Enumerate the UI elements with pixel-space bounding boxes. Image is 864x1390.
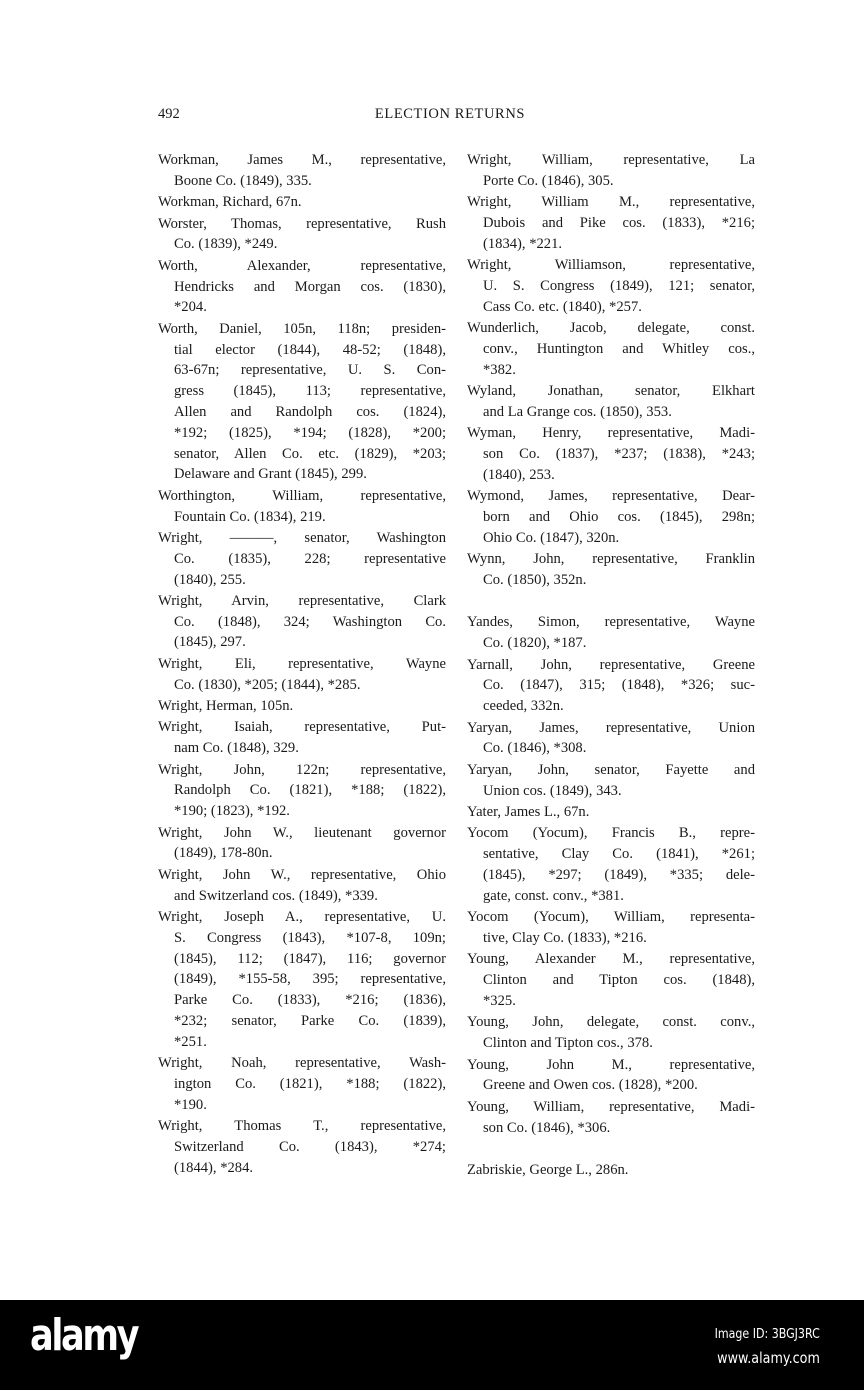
index-entry-line: senator, Allen Co. etc. (1829), *203;: [174, 445, 446, 462]
index-entry-line: (1845), 297.: [174, 634, 246, 651]
index-entry-line: Workman, Richard, 67n.: [158, 194, 302, 211]
index-entry: [467, 1097, 755, 1139]
index-entry-line: gress (1845), 113; representative,: [174, 383, 446, 400]
index-entry: [158, 907, 446, 1053]
index-entry: [158, 1053, 446, 1115]
index-entry: [467, 718, 755, 760]
index-entry: [158, 214, 446, 256]
index-entry-line: Young, John, delegate, const. conv.,: [467, 1014, 755, 1031]
index-entry-line: Yarnall, John, representative, Greene: [467, 656, 755, 673]
index-entry-line: Yocom (Yocum), Francis B., repre-: [467, 825, 755, 842]
index-entry-line: nam Co. (1848), 329.: [174, 740, 299, 757]
index-entry-line: Co. (1830), *205; (1844), *285.: [174, 676, 361, 693]
index-entry: [158, 865, 446, 907]
index-entry-line: Hendricks and Morgan cos. (1830),: [174, 278, 446, 295]
index-entry-line: Wright, John, 122n; representative,: [158, 761, 446, 778]
index-entry-line: Randolph Co. (1821), *188; (1822),: [174, 782, 446, 799]
index-entry-line: Yandes, Simon, representative, Wayne: [467, 614, 755, 631]
index-entry-line: (1849), *155-58, 395; representative,: [174, 971, 446, 988]
index-entry: [467, 255, 755, 317]
image-id-label: Image ID: 3BGJ3RC: [714, 1327, 820, 1342]
index-entry: [158, 717, 446, 759]
index-entry-line: Allen and Randolph cos. (1824),: [174, 403, 446, 420]
index-entry-line: Wunderlich, Jacob, delegate, const.: [467, 320, 755, 337]
index-entry-line: Wright, John W., lieutenant governor: [158, 824, 446, 841]
index-entry-line: Wyman, Henry, representative, Madi-: [467, 425, 755, 442]
index-entry: [158, 150, 446, 192]
index-entry-line: tive, Clay Co. (1833), *216.: [483, 930, 647, 946]
index-entry-line: ington Co. (1821), *188; (1822),: [174, 1075, 446, 1092]
index-entry-line: Young, John M., representative,: [467, 1056, 755, 1073]
index-entry: [158, 319, 446, 485]
index-entry-line: Co. (1847), 315; (1848), *326; suc-: [483, 677, 755, 694]
index-entry-line: S. Congress (1843), *107-8, 109n;: [174, 929, 446, 946]
index-entry-line: (1845), *297; (1849), *335; dele-: [483, 867, 755, 884]
index-entry-line: Union cos. (1849), 343.: [483, 782, 622, 799]
index-entry-line: Co. (1848), 324; Washington Co.: [174, 613, 446, 630]
index-entry-line: Worth, Alexander, representative,: [158, 257, 446, 274]
index-entry-line: Clinton and Tipton cos., 378.: [483, 1035, 653, 1052]
index-entry-line: born and Ohio cos. (1845), 298n;: [483, 509, 755, 526]
watermark-footer: [0, 1300, 864, 1390]
index-entry-line: Zabriskie, George L., 286n.: [467, 1161, 629, 1178]
index-entry-line: Wright, Isaiah, representative, Put-: [158, 719, 446, 736]
index-entry-line: Wyland, Jonathan, senator, Elkhart: [467, 383, 755, 400]
index-entry-line: Delaware and Grant (1845), 299.: [174, 466, 367, 483]
index-column-right: [467, 150, 755, 1181]
index-entry: [467, 486, 755, 548]
index-entry-line: Ohio Co. (1847), 320n.: [483, 529, 620, 546]
index-entry-line: Workman, James M., representative,: [158, 152, 446, 168]
index-group-w: [467, 150, 755, 591]
index-entry: [467, 318, 755, 380]
index-entry: [158, 760, 446, 822]
index-entry-line: Co. (1839), *249.: [174, 236, 278, 253]
index-entry-line: Wright, Joseph A., representative, U.: [158, 909, 446, 925]
index-entry-line: gate, const. conv., *381.: [483, 887, 624, 904]
index-entry: [158, 591, 446, 653]
index-entry-line: Dubois and Pike cos. (1833), *216;: [483, 214, 755, 231]
index-entry-line: Porte Co. (1846), 305.: [483, 172, 614, 189]
index-entry-line: *192; (1825), *194; (1828), *200;: [174, 424, 446, 441]
index-entry-line: Wright, Herman, 105n.: [158, 698, 294, 715]
index-column-left: [158, 150, 446, 1179]
index-entry-line: Co. (1846), *308.: [483, 740, 587, 757]
index-entry-line: Yater, James L., 67n.: [467, 804, 590, 821]
alamy-logo: alamy: [30, 1310, 138, 1361]
index-entry-line: *190.: [174, 1096, 207, 1113]
index-entry: [158, 256, 446, 318]
index-entry-line: Worth, Daniel, 105n, 118n; presiden-: [158, 320, 446, 337]
index-entry: [158, 486, 446, 528]
index-entry: [158, 654, 446, 696]
index-entry-line: Young, William, representative, Madi-: [467, 1098, 755, 1115]
index-entry: [467, 612, 755, 654]
index-entry-line: Yaryan, James, representative, Union: [467, 719, 755, 736]
index-entry-line: *251.: [174, 1033, 207, 1050]
index-entry-line: Wright, William M., representative,: [467, 194, 755, 211]
index-entry-line: Greene and Owen cos. (1828), *200.: [483, 1077, 698, 1094]
index-entry-line: Young, Alexander M., representative,: [467, 951, 755, 968]
index-entry-line: ceeded, 332n.: [483, 698, 564, 715]
index-entry-line: Wright, William, representative, La: [467, 152, 755, 168]
index-entry-line: (1840), 253.: [483, 466, 555, 483]
index-entry: [467, 760, 755, 802]
index-entry: [467, 907, 755, 949]
index-entry: [467, 150, 755, 192]
index-entry-line: *204.: [174, 299, 207, 316]
index-entry: [467, 381, 755, 423]
index-entry-line: son Co. (1846), *306.: [483, 1119, 611, 1136]
index-entry-line: conv., Huntington and Whitley cos.,: [483, 340, 755, 357]
index-entry-line: Worster, Thomas, representative, Rush: [158, 215, 446, 232]
index-entry: [467, 549, 755, 591]
index-entry: [158, 1116, 446, 1178]
index-entry: [467, 802, 755, 823]
index-entry-line: Clinton and Tipton cos. (1848),: [483, 972, 755, 989]
index-entry-line: (1849), 178-80n.: [174, 845, 273, 862]
index-entry-line: Wright, ———, senator, Washington: [158, 529, 446, 546]
index-entry-line: Wright, John W., representative, Ohio: [158, 866, 446, 883]
index-entry: [467, 423, 755, 485]
index-entry: [158, 696, 446, 717]
section-gap: [467, 591, 755, 612]
index-entry-line: Wymond, James, representative, Dear-: [467, 488, 755, 505]
index-entry-line: (1840), 255.: [174, 571, 246, 588]
page-number: 492: [158, 106, 180, 122]
index-entry-line: Co. (1820), *187.: [483, 635, 587, 652]
index-entry: [467, 1160, 755, 1181]
index-entry-line: Co. (1835), 228; representative: [174, 550, 446, 567]
index-entry-line: Worthington, William, representative,: [158, 487, 446, 504]
index-entry-line: Wright, Eli, representative, Wayne: [158, 655, 446, 672]
index-entry: [158, 528, 446, 590]
index-entry-line: son Co. (1837), *237; (1838), *243;: [483, 446, 755, 463]
index-entry-line: and Switzerland cos. (1849), *339.: [174, 887, 378, 904]
index-entry-line: *232; senator, Parke Co. (1839),: [174, 1012, 446, 1029]
index-entry-line: Switzerland Co. (1843), *274;: [174, 1138, 446, 1155]
index-group-y: [467, 612, 755, 1138]
index-entry-line: Cass Co. etc. (1840), *257.: [483, 298, 642, 315]
index-entry-line: U. S. Congress (1849), 121; senator,: [483, 277, 755, 294]
index-entry-line: Yocom (Yocum), William, representa-: [467, 909, 755, 926]
index-entry-line: and La Grange cos. (1850), 353.: [483, 403, 672, 420]
index-entry-line: Wright, Arvin, representative, Clark: [158, 592, 446, 609]
index-entry: [158, 823, 446, 865]
index-entry-line: *190; (1823), *192.: [174, 803, 290, 820]
index-entry-line: Wynn, John, representative, Franklin: [467, 551, 755, 568]
index-entry: [467, 949, 755, 1011]
index-entry-line: *325.: [483, 992, 516, 1009]
index-entry-line: Co. (1850), 352n.: [483, 572, 587, 589]
section-gap: [467, 1139, 755, 1160]
index-entry: [467, 823, 755, 906]
index-entry-line: (1834), *221.: [483, 235, 563, 252]
index-entry-line: Parke Co. (1833), *216; (1836),: [174, 992, 446, 1009]
index-entry-line: 63-67n; representative, U. S. Con-: [174, 362, 446, 379]
index-entry-line: *382.: [483, 361, 516, 378]
index-entry: [467, 1055, 755, 1097]
index-entry-line: Wright, Thomas T., representative,: [158, 1118, 446, 1135]
index-entry-line: Wright, Williamson, representative,: [467, 257, 755, 274]
index-entry-line: sentative, Clay Co. (1841), *261;: [483, 846, 755, 863]
index-entry-line: tial elector (1844), 48-52; (1848),: [174, 341, 446, 358]
index-group-z: [467, 1160, 755, 1181]
index-entry-line: (1844), *284.: [174, 1159, 254, 1176]
index-entry-line: Boone Co. (1849), 335.: [174, 172, 312, 189]
index-entry-line: (1845), 112; (1847), 116; governor: [174, 950, 446, 967]
index-entry-line: Yaryan, John, senator, Fayette and: [467, 761, 755, 778]
index-entry: [467, 655, 755, 717]
index-entry-line: Wright, Noah, representative, Wash-: [158, 1055, 446, 1072]
index-entry: [467, 1012, 755, 1054]
index-entry: [158, 192, 446, 213]
index-entry: [467, 192, 755, 254]
index-entry-line: Fountain Co. (1834), 219.: [174, 508, 326, 525]
running-head: ELECTION RETURNS: [374, 106, 526, 122]
site-url: www.alamy.com: [717, 1349, 820, 1367]
